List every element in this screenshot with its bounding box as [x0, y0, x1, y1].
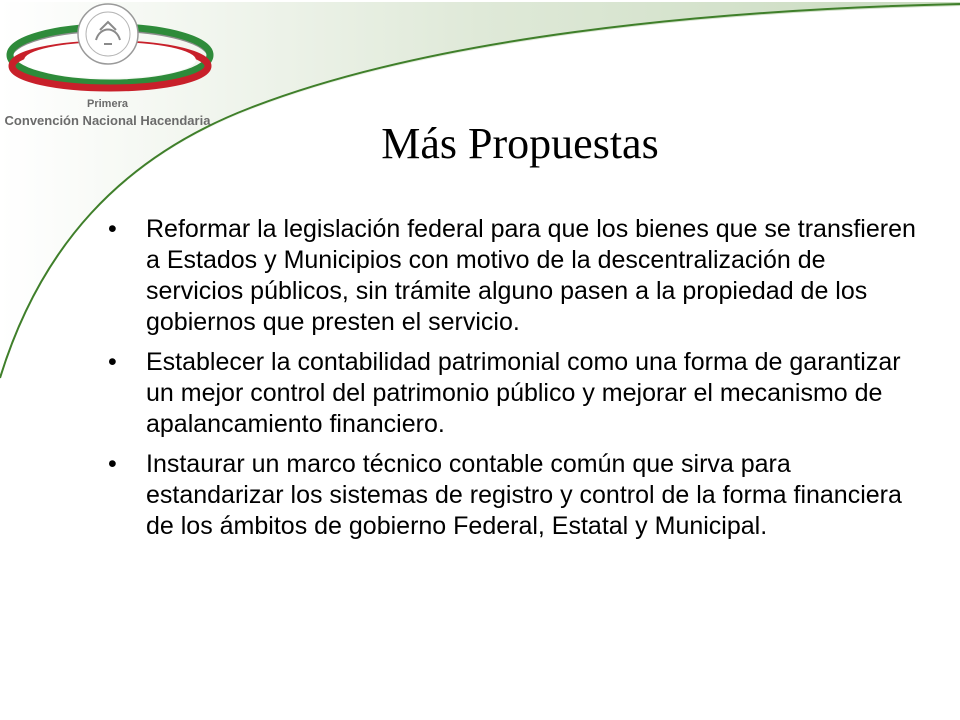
bullet-list — [108, 214, 928, 551]
bullet-icon: • — [108, 215, 117, 243]
logo-line1: Primera — [87, 98, 128, 110]
bullet-icon: • — [108, 348, 117, 376]
convention-logo — [0, 0, 220, 140]
slide-title: Más Propuestas — [381, 119, 659, 168]
bullet-text: Establecer la contabilidad patrimonial como una forma de garantizar un mejor control del patrimonio público y mejorar el mecanismo de apalancamiento financiero. — [146, 348, 901, 438]
bullet-icon: • — [108, 450, 117, 478]
logo-line2: Convención Nacional Hacendaria — [4, 113, 211, 128]
bullet-item — [108, 214, 928, 338]
bullet-text: Instaurar un marco técnico contable común que sirva para estandarizar los sistemas de registro y control de la forma financiera de los ámbitos de gobierno Federal, Estatal y Municipal. — [146, 450, 902, 540]
seal-icon — [78, 4, 138, 64]
bullet-item — [108, 347, 928, 440]
bullet-item — [108, 449, 928, 542]
bullet-text: Reformar la legislación federal para que los bienes que se transfieren a Estados y Municipios con motivo de la descentralización de servicios públicos, sin trámite alguno pasen a la propiedad de los gobiernos que presten el servicio. — [146, 215, 916, 336]
logo-rings-icon — [0, 0, 220, 100]
